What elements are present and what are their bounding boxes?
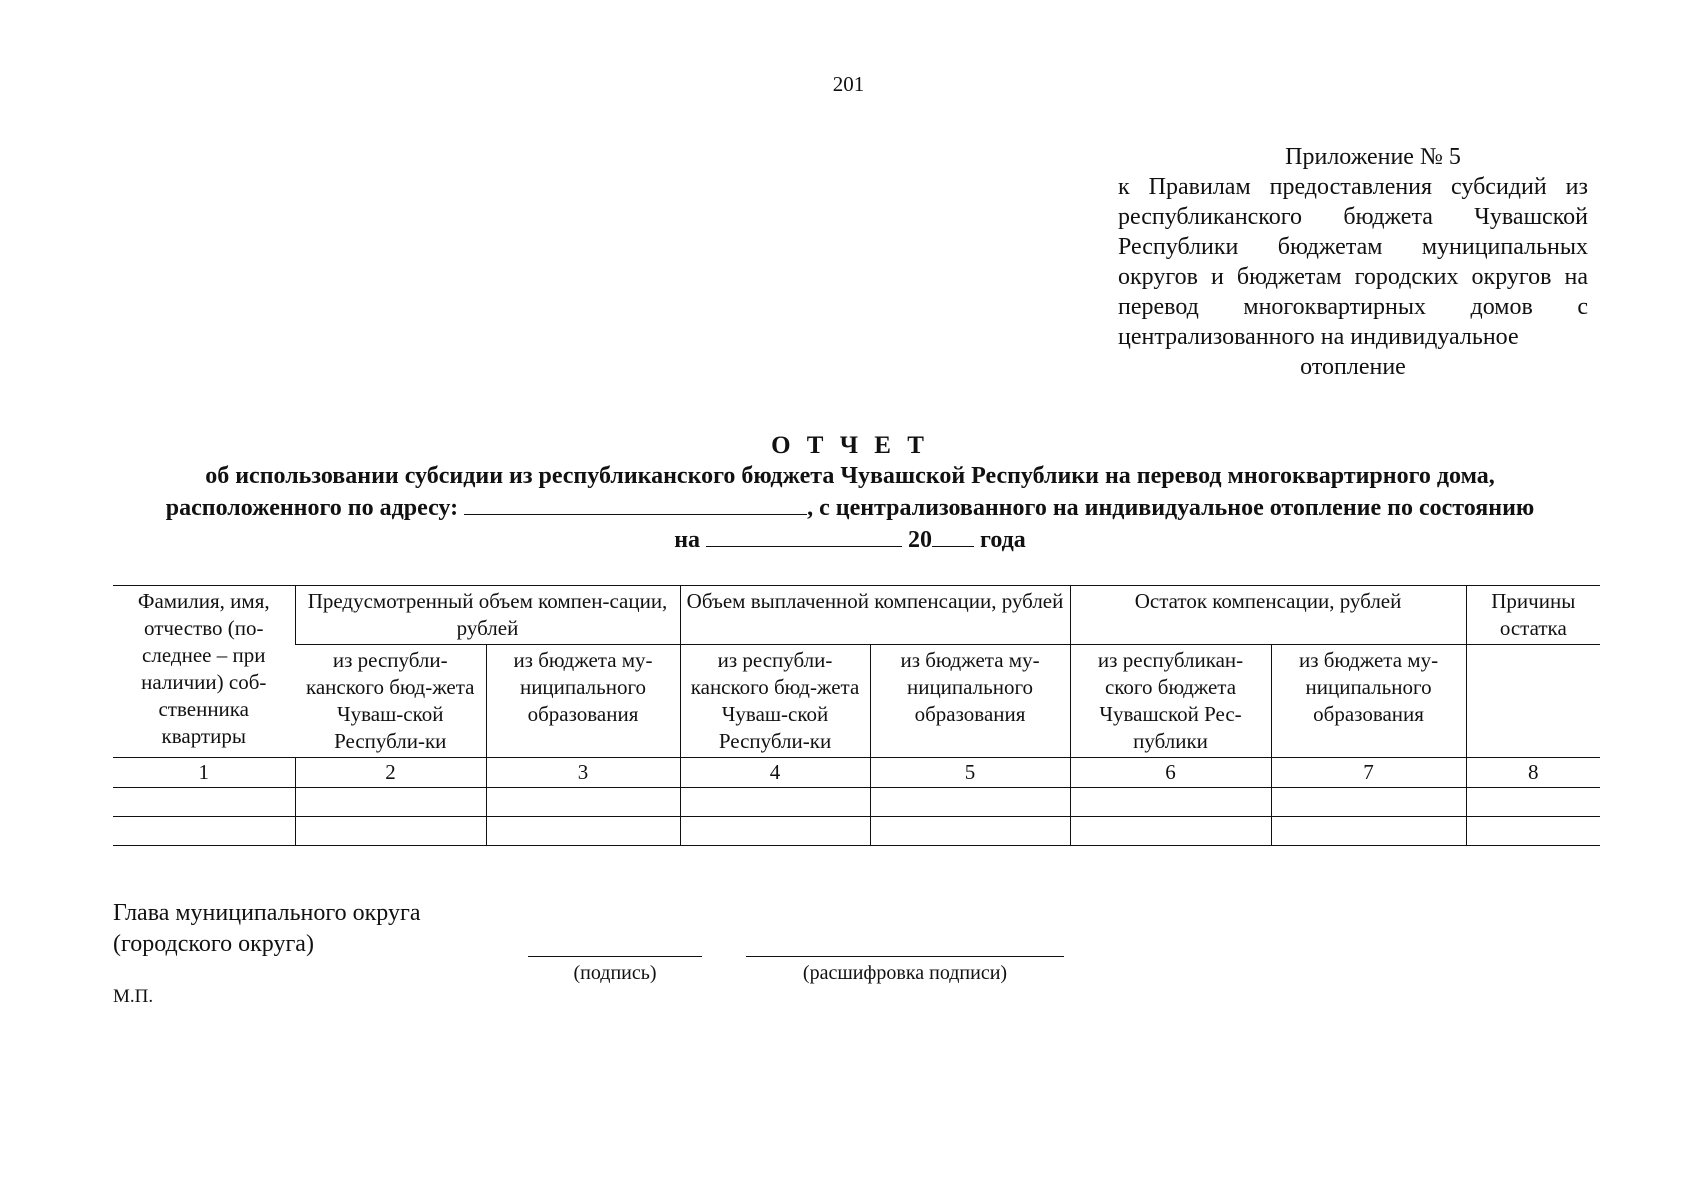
signatory-title-line2: (городского округа) [113, 931, 314, 957]
address-label: расположенного по адресу: [165, 495, 459, 521]
table-cell[interactable] [870, 817, 1070, 846]
column-number: 7 [1271, 758, 1466, 788]
table-cell[interactable] [486, 817, 680, 846]
subheader-paid-municipal: из бюджета му-ниципального образования [870, 645, 1070, 758]
table-cell[interactable] [113, 788, 295, 817]
header-paid-compensation: Объем выплаченной компенсации, рублей [680, 586, 1070, 645]
signature-name-line[interactable] [746, 956, 1064, 957]
column-number: 5 [870, 758, 1070, 788]
report-title: О Т Ч Е Т [771, 432, 929, 459]
table-row [113, 788, 1600, 817]
signature-caption: (подпись) [573, 962, 657, 984]
address-blank-field[interactable] [464, 492, 807, 515]
signature-line[interactable] [528, 956, 702, 957]
signature-name-caption: (расшифровка подписи) [802, 962, 1008, 984]
column-number: 6 [1070, 758, 1271, 788]
table-cell[interactable] [1271, 817, 1466, 846]
column-number: 1 [113, 758, 295, 788]
report-subtitle-line1: об использовании субсидии из республиканского бюджета Чувашской Республики на перевод многоквартирного дома, [205, 463, 1495, 489]
table-cell[interactable] [1070, 817, 1271, 846]
subheader-planned-republic: из республи-канского бюд-жета Чуваш-ской Республи-ки [295, 645, 486, 758]
table-cell[interactable] [870, 788, 1070, 817]
table-header-row [113, 586, 1600, 645]
appendix-header [1118, 142, 1588, 382]
header-planned-compensation: Предусмотренный объем компен-сации, рублей [295, 586, 680, 645]
table-cell[interactable] [295, 788, 486, 817]
report-subtitle-line3 [110, 524, 1590, 556]
header-owner-name: Фамилия, имя, отчество (по-следнее – при наличии) соб-ственника квартиры [113, 586, 295, 758]
appendix-title: Приложение № 5 [1285, 144, 1461, 170]
signatory-title-line1: Глава муниципального округа [113, 900, 421, 926]
subheader-remaining-republic: из республикан-ского бюджета Чувашской Рес-публики [1070, 645, 1271, 758]
appendix-last-line: отопление [1300, 354, 1406, 380]
table-row [113, 817, 1600, 846]
header-remaining-compensation: Остаток компенсации, рублей [1070, 586, 1466, 645]
date-label: на [674, 527, 701, 553]
header-remaining-reasons: Причины остатка [1466, 586, 1600, 645]
report-table [113, 585, 1600, 846]
column-number-row [113, 758, 1600, 788]
table-cell[interactable] [1271, 788, 1466, 817]
table-subheader-row [113, 645, 1600, 758]
year-blank-field[interactable] [932, 524, 974, 547]
column-number: 2 [295, 758, 486, 788]
column-number: 4 [680, 758, 870, 788]
table-cell[interactable] [1466, 788, 1600, 817]
page-number: 201 [832, 72, 865, 96]
report-subtitle-line2 [110, 492, 1590, 524]
table-cell[interactable] [113, 817, 295, 846]
year-prefix: 20 [908, 527, 933, 553]
subheader-reasons-empty [1466, 645, 1600, 758]
table-cell[interactable] [680, 788, 870, 817]
table-cell[interactable] [1070, 788, 1271, 817]
year-suffix: года [980, 527, 1026, 553]
appendix-body: к Правилам предоставления субсидий из республиканского бюджета Чувашской Республики бюджетам муниципальных округов и бюджетам городских округов на перевод многоквартирных домов с централизованного на индивидуальное [1118, 174, 1588, 350]
table-cell[interactable] [295, 817, 486, 846]
seal-placeholder: М.П. [113, 986, 154, 1007]
table-cell[interactable] [680, 817, 870, 846]
table-cell[interactable] [486, 788, 680, 817]
report-heading [110, 430, 1590, 556]
column-number: 8 [1466, 758, 1600, 788]
column-number: 3 [486, 758, 680, 788]
signatory-title [113, 898, 421, 960]
date-blank-field[interactable] [706, 524, 902, 547]
subheader-remaining-municipal: из бюджета му-ниципального образования [1271, 645, 1466, 758]
subheader-planned-municipal: из бюджета му-ниципального образования [486, 645, 680, 758]
table-cell[interactable] [1466, 817, 1600, 846]
subheader-paid-republic: из республи-канского бюд-жета Чуваш-ской Республи-ки [680, 645, 870, 758]
heating-text: , с централизованного на индивидуальное отопление по состоянию [807, 495, 1535, 521]
